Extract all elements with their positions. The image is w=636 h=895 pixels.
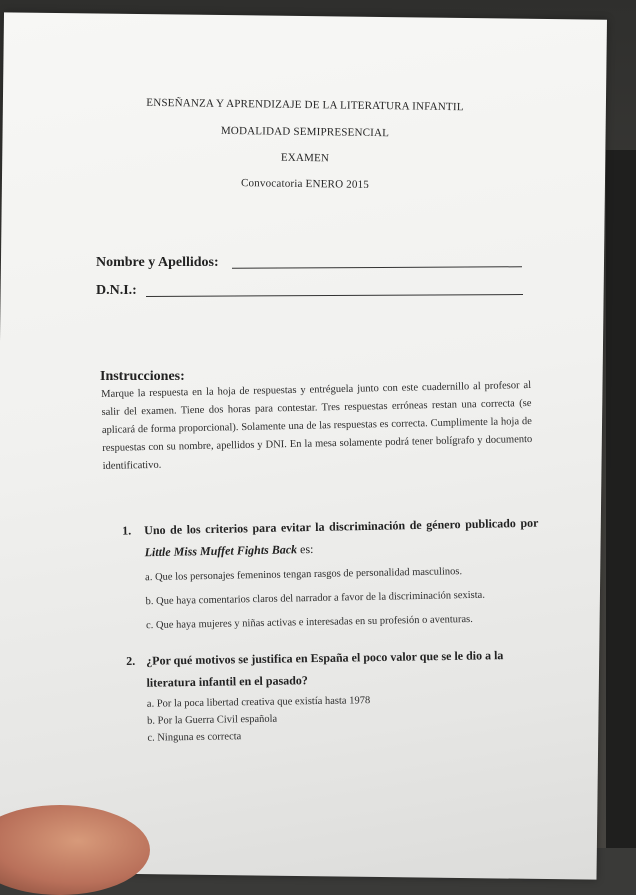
book-title: Little Miss Muffet Fights Back bbox=[144, 542, 298, 560]
question-number: 2. bbox=[126, 653, 136, 669]
dni-field-label: D.N.I.: bbox=[96, 283, 137, 298]
exam-session: Convocatoria ENERO 2015 bbox=[240, 177, 370, 191]
question-text-end: es: bbox=[299, 541, 314, 557]
exam-title: EXAMEN bbox=[280, 151, 330, 165]
option-a: a. Por la poca libertad creativa que existía hasta 1978 bbox=[146, 695, 371, 710]
question-text-line-1: ¿Por qué motivos se justifica en España el poco valor que se le dio a la bbox=[146, 648, 504, 668]
option-b: b. Que haya comentarios claros del narrador a favor de la discriminación sexista. bbox=[145, 589, 486, 608]
option-b: b. Por la Guerra Civil española bbox=[147, 713, 278, 727]
option-c: c. Que haya mujeres y niñas activas e interesadas en su profesión o aventuras. bbox=[145, 613, 473, 632]
instructions-title: Instrucciones: bbox=[100, 369, 185, 384]
question-text-line-2: literatura infantil en el pasado? bbox=[146, 673, 308, 690]
option-a: a. Que los personajes femeninos tengan rasgos de personalidad masculinos. bbox=[145, 566, 463, 584]
name-field-label: Nombre y Apellidos: bbox=[96, 255, 219, 270]
option-c: c. Ninguna es correcta bbox=[147, 731, 242, 744]
course-title: ENSEÑANZA Y APRENDIZAJE DE LA LITERATURA INFANTIL bbox=[146, 96, 464, 114]
modality: MODALIDAD SEMIPRESENCIAL bbox=[220, 124, 390, 140]
question-text-start: Uno de los criterios para evitar la discriminación de género publicado por bbox=[144, 515, 539, 538]
instructions-body: Marque la respuesta en la hoja de respuestas y entréguela junto con este cuadernillo al profesor al salir del examen. Tiene dos horas para contestar. Tres respuestas erróneas restan una correcta (se aplicará de forma proporcional). Solamente una de las respuestas es correcta. Cumplimente la hoja de respuestas con su nombre, apellidos y DNI. En la mesa solamente podrá tener bolígrafo y documento identificativo. bbox=[101, 379, 533, 472]
question-number: 1. bbox=[122, 523, 132, 538]
